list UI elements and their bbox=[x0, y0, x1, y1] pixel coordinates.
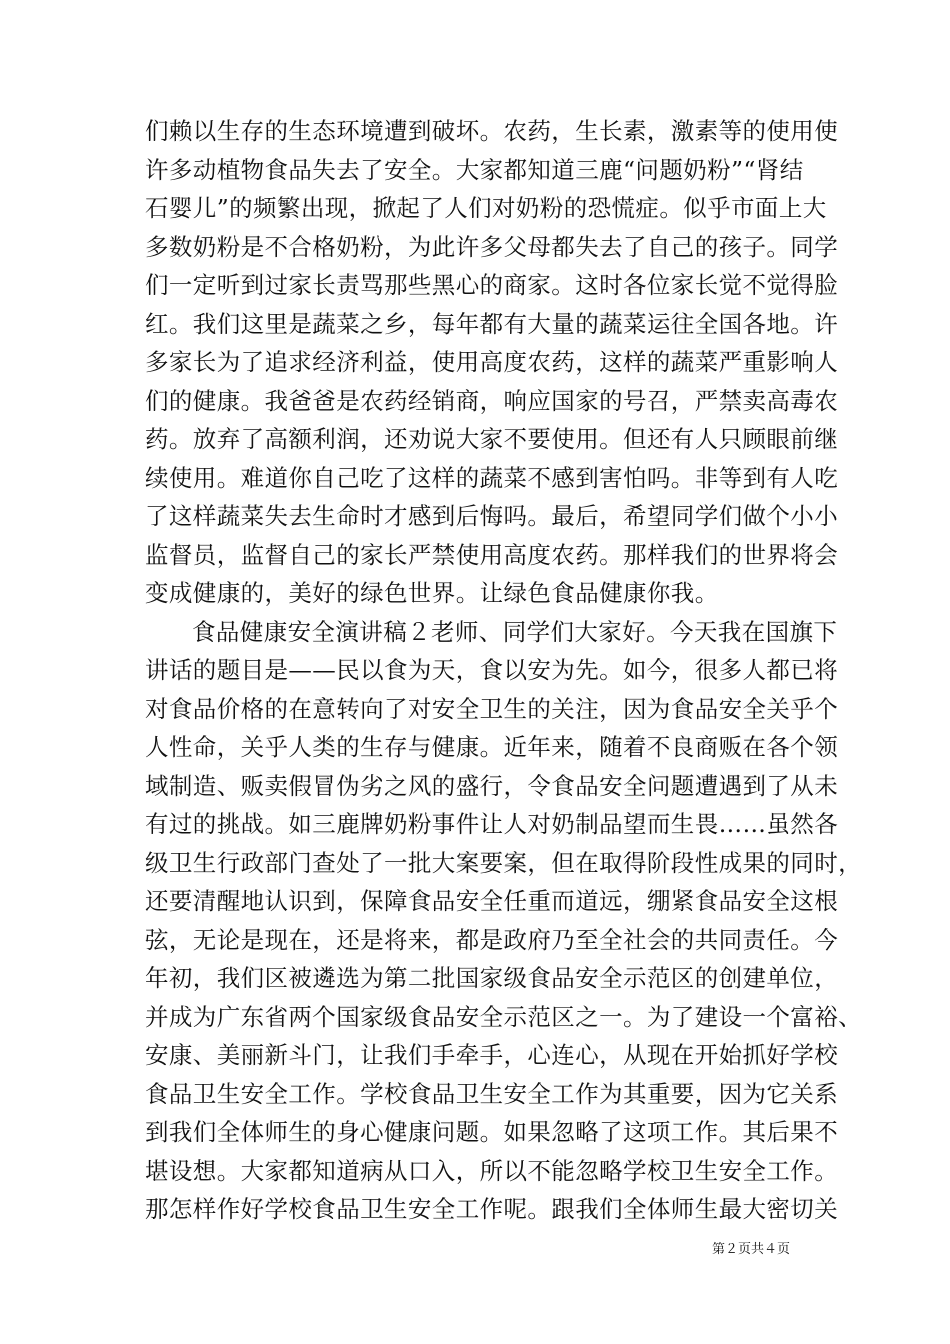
text-line: 人性命，关乎人类的生存与健康。近年来，随着不良商贩在各个领 bbox=[145, 733, 839, 761]
body-text bbox=[145, 112, 862, 1229]
text-line: 年初，我们区被遴选为第二批国家级食品安全示范区的创建单位， bbox=[145, 964, 839, 992]
text-line: 了这样蔬菜失去生命时才感到后悔吗。最后，希望同学们做个小小 bbox=[145, 502, 839, 530]
text-line: 们的健康。我爸爸是农药经销商，响应国家的号召，严禁卖高毒农 bbox=[145, 386, 839, 415]
page-number: 第２页共４页 bbox=[712, 1242, 791, 1257]
text-line: 食品卫生安全工作。学校食品卫生安全工作为其重要，因为它关系 bbox=[145, 1079, 839, 1108]
text-line: 多家长为了追求经济利益，使用高度农药，这样的蔬菜严重影响人 bbox=[145, 348, 839, 376]
text-line: 许多动植物食品失去了安全。大家都知道三鹿“问题奶粉”“肾结 bbox=[145, 155, 804, 184]
text-line: 还要清醒地认识到，保障食品安全任重而道远，绷紧食品安全这根 bbox=[145, 887, 839, 915]
text-line: 那怎样作好学校食品卫生安全工作呢。跟我们全体师生最大密切关 bbox=[145, 1195, 839, 1223]
text-line: 变成健康的，美好的绿色世界。让绿色食品健康你我。 bbox=[145, 579, 719, 607]
text-line: 安康、美丽新斗门，让我们手牵手，心连心，从现在开始抓好学校 bbox=[145, 1041, 839, 1069]
text-line: 监督员，监督自己的家长严禁使用高度农药。那样我们的世界将会 bbox=[145, 540, 839, 569]
text-line: 多数奶粉是不合格奶粉，为此许多父母都失去了自己的孩子。同学 bbox=[145, 232, 839, 261]
text-line: 域制造、贩卖假冒伪劣之风的盛行，令食品安全问题遭遇到了从未 bbox=[145, 771, 839, 800]
text-line: 们一定听到过家长责骂那些黑心的商家。这时各位家长觉不觉得脸 bbox=[145, 271, 839, 299]
text-line: 弦，无论是现在，还是将来，都是政府乃至全社会的共同责任。今 bbox=[145, 925, 839, 954]
text-line: 药。放弃了高额利润，还劝说大家不要使用。但还有人只顾眼前继 bbox=[145, 425, 839, 453]
paragraph-start-line: 食品健康安全演讲稿２老师、同学们大家好。今天我在国旗下 bbox=[192, 617, 838, 646]
text-line: 们赖以生存的生态环境遭到破坏。农药，生长素，激素等的使用使 bbox=[145, 117, 839, 145]
text-line: 对食品价格的在意转向了对安全卫生的关注，因为食品安全关乎个 bbox=[145, 694, 839, 723]
text-line: 并成为广东省两个国家级食品安全示范区之一。为了建设一个富裕、 bbox=[145, 1002, 862, 1031]
text-line: 有过的挑战。如三鹿牌奶粉事件让人对奶制品望而生畏……虽然各 bbox=[145, 810, 839, 838]
text-line: 石婴儿”的频繁出现，掀起了人们对奶粉的恐慌症。似乎市面上大 bbox=[145, 194, 827, 222]
text-line: 续使用。难道你自己吃了这样的蔬菜不感到害怕吗。非等到有人吃 bbox=[145, 463, 839, 492]
text-line: 到我们全体师生的身心健康问题。如果忽略了这项工作。其后果不 bbox=[145, 1118, 839, 1146]
text-line: 堪设想。大家都知道病从口入，所以不能忽略学校卫生安全工作。 bbox=[145, 1156, 839, 1185]
text-line: 红。我们这里是蔬菜之乡，每年都有大量的蔬菜运往全国各地。许 bbox=[145, 309, 839, 338]
text-line: 讲话的题目是——民以食为天，食以安为先。如今，很多人都已将 bbox=[145, 656, 839, 684]
text-line: 级卫生行政部门查处了一批大案要案，但在取得阶段性成果的同时， bbox=[145, 848, 862, 877]
